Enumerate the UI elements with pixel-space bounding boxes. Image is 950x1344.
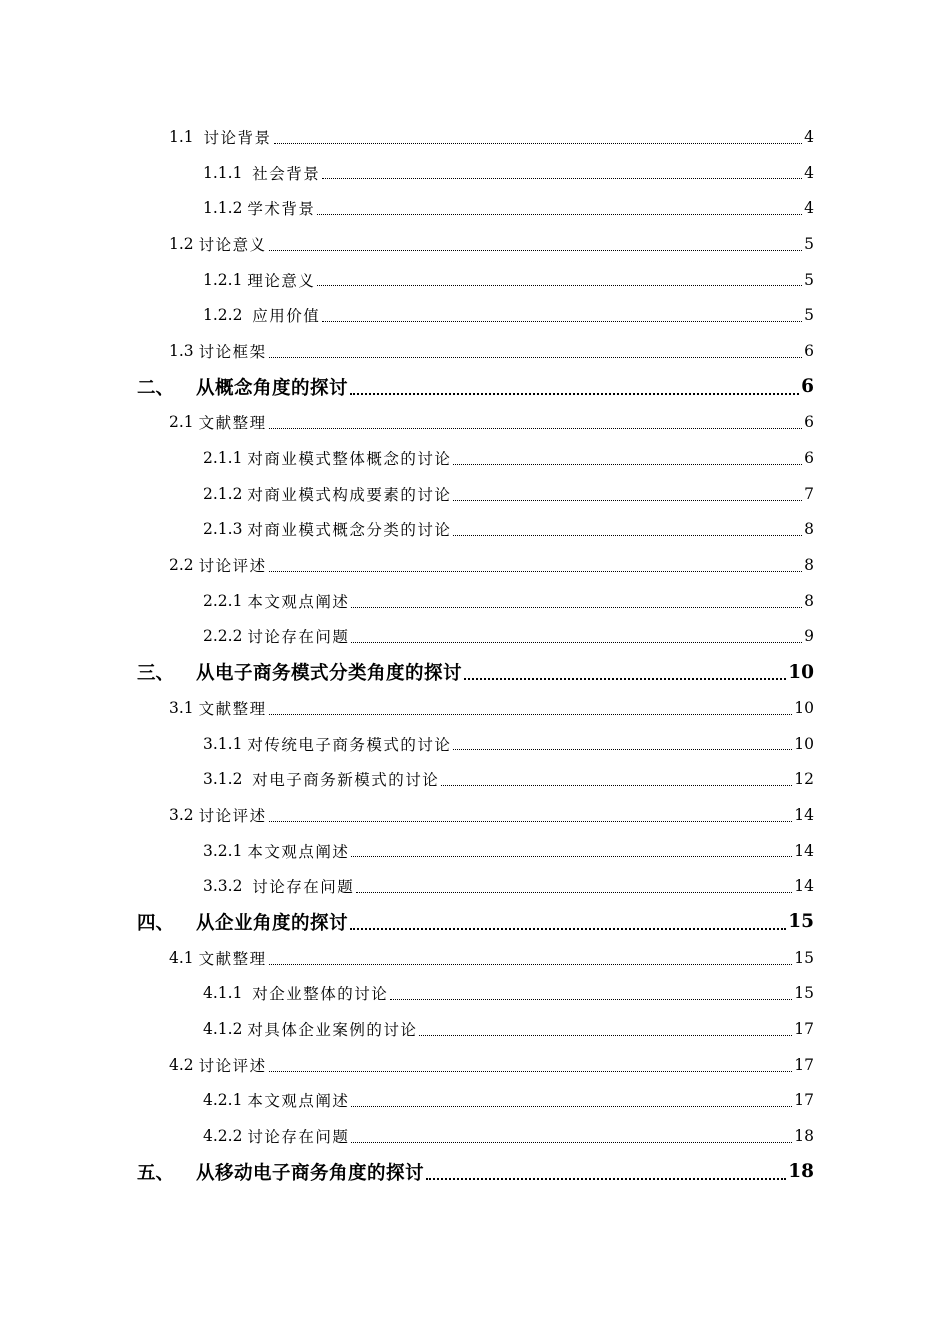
toc-dot-leader: [441, 784, 792, 786]
toc-entry-title: 文献整理: [198, 949, 267, 968]
toc-entry-page-number: 8: [804, 520, 814, 539]
toc-dot-leader: [317, 213, 802, 215]
toc-entry-title: 本文观点阐述: [247, 592, 350, 611]
toc-entry[interactable]: [0, 476, 950, 512]
toc-entry-page-number: 6: [804, 449, 814, 468]
toc-entry-number: 1.1.1: [203, 163, 253, 182]
toc-dot-leader: [351, 1141, 792, 1143]
toc-entry-title: 学术背景: [247, 200, 316, 219]
toc-entry[interactable]: [0, 333, 950, 369]
toc-entry-title: 从企业角度的探讨: [196, 912, 349, 934]
toc-entry-number: 3.1: [169, 698, 199, 717]
toc-dot-leader: [419, 1034, 792, 1036]
toc-entry[interactable]: [0, 297, 950, 333]
toc-entry-page-number: 5: [804, 270, 814, 289]
toc-entry[interactable]: [0, 190, 950, 226]
toc-entry-number: 4.2.1: [203, 1091, 248, 1110]
toc-entry[interactable]: [0, 119, 950, 155]
toc-entry-number: 1.3: [169, 341, 199, 360]
toc-dot-leader: [390, 998, 792, 1000]
toc-entry[interactable]: [0, 690, 950, 726]
toc-entry-title: 讨论存在问题: [247, 628, 350, 647]
toc-entry-number: 1.2.2: [203, 306, 253, 325]
toc-entry-number: 4.1.2: [203, 1020, 248, 1039]
toc-entry-title: 文献整理: [198, 414, 267, 433]
toc-entry-number: 2.2.1: [203, 591, 248, 610]
toc-entry-number: 4.1.1: [203, 984, 253, 1003]
toc-entry-number: 三、: [137, 663, 175, 685]
toc-entry[interactable]: [0, 262, 950, 298]
toc-entry-title: 讨论评述: [198, 557, 267, 576]
toc-entry-page-number: 5: [804, 306, 814, 325]
toc-entry-page-number: 17: [794, 1020, 814, 1039]
toc-entry-title: 讨论意义: [198, 235, 267, 254]
toc-entry-title: 从电子商务模式分类角度的探讨: [196, 663, 463, 685]
toc-entry-number: 五、: [137, 1162, 175, 1184]
toc-entry[interactable]: [0, 440, 950, 476]
toc-entry-number: 2.1.2: [203, 484, 248, 503]
toc-entry[interactable]: [0, 797, 950, 833]
toc-entry-page-number: 10: [794, 698, 814, 717]
toc-entry-number: 3.2.1: [203, 841, 248, 860]
toc-entry[interactable]: [0, 369, 950, 405]
toc-entry-page-number: 17: [794, 1091, 814, 1110]
toc-entry-number: 3.3.2: [203, 877, 253, 896]
toc-dot-leader: [453, 463, 802, 465]
toc-entry-page-number: 4: [804, 127, 814, 146]
toc-entry-title: 讨论背景: [203, 128, 272, 147]
toc-entry-title: 本文观点阐述: [247, 1092, 350, 1111]
toc-entry-page-number: 15: [794, 984, 814, 1003]
toc-entry[interactable]: [0, 155, 950, 191]
toc-entry-page-number: 14: [794, 841, 814, 860]
toc-entry-title: 应用价值: [252, 307, 321, 326]
toc-entry-title: 本文观点阐述: [247, 842, 350, 861]
toc-entry-title: 文献整理: [198, 699, 267, 718]
toc-entry-number: 2.2: [169, 556, 199, 575]
toc-entry-number: 4.2.2: [203, 1127, 248, 1146]
toc-dot-leader: [269, 820, 793, 822]
toc-entry-page-number: 15: [788, 911, 814, 933]
toc-entry[interactable]: [0, 726, 950, 762]
toc-entry[interactable]: [0, 1154, 950, 1190]
toc-entry-page-number: 8: [804, 556, 814, 575]
toc-entry-title: 对传统电子商务模式的讨论: [247, 735, 452, 754]
toc-dot-leader: [317, 284, 802, 286]
toc-dot-leader: [464, 677, 786, 680]
toc-entry[interactable]: [0, 904, 950, 940]
toc-entry-number: 3.2: [169, 805, 199, 824]
toc-dot-leader: [269, 249, 803, 251]
toc-entry-page-number: 18: [794, 1127, 814, 1146]
toc-entry[interactable]: [0, 583, 950, 619]
toc-entry[interactable]: [0, 761, 950, 797]
toc-dot-leader: [356, 891, 792, 893]
toc-entry[interactable]: [0, 1118, 950, 1154]
toc-entry-title: 对商业模式概念分类的讨论: [247, 521, 452, 540]
toc-dot-leader: [351, 641, 802, 643]
toc-dot-leader: [269, 1070, 793, 1072]
toc-entry[interactable]: [0, 1083, 950, 1119]
toc-entry-title: 讨论存在问题: [252, 878, 355, 897]
toc-dot-leader: [453, 748, 792, 750]
toc-dot-leader: [351, 1105, 792, 1107]
toc-entry[interactable]: [0, 940, 950, 976]
toc-entry-page-number: 9: [804, 627, 814, 646]
toc-entry-page-number: 18: [788, 1161, 814, 1183]
toc-dot-leader: [350, 927, 786, 930]
toc-entry[interactable]: [0, 512, 950, 548]
toc-dot-leader: [350, 392, 799, 395]
toc-entry-title: 从移动电子商务角度的探讨: [196, 1162, 425, 1184]
toc-entry[interactable]: [0, 1047, 950, 1083]
toc-entry[interactable]: [0, 547, 950, 583]
toc-entry-number: 4.1: [169, 948, 199, 967]
toc-dot-leader: [269, 356, 803, 358]
toc-entry-page-number: 14: [794, 877, 814, 896]
toc-entry-number: 3.1.1: [203, 734, 248, 753]
toc-entry-number: 1.1: [169, 127, 204, 146]
toc-entry-title: 讨论存在问题: [247, 1128, 350, 1147]
toc-entry-number: 3.1.2: [203, 770, 253, 789]
toc-entry-page-number: 8: [804, 591, 814, 610]
toc-entry[interactable]: [0, 654, 950, 690]
toc-entry-title: 对企业整体的讨论: [252, 985, 389, 1004]
toc-entry-page-number: 4: [804, 163, 814, 182]
toc-entry-page-number: 4: [804, 199, 814, 218]
toc-entry-number: 1.1.2: [203, 199, 248, 218]
toc-entry-page-number: 6: [804, 413, 814, 432]
toc-entry-page-number: 7: [804, 484, 814, 503]
toc-dot-leader: [269, 713, 793, 715]
toc-entry-title: 理论意义: [247, 271, 316, 290]
toc-entry-number: 2.2.2: [203, 627, 248, 646]
toc-entry-title: 社会背景: [252, 164, 321, 183]
toc-entry-number: 2.1.3: [203, 520, 248, 539]
toc-entry[interactable]: [0, 833, 950, 869]
toc-entry-number: 2.1: [169, 413, 199, 432]
toc-entry[interactable]: [0, 619, 950, 655]
toc-entry[interactable]: [0, 868, 950, 904]
toc-entry-page-number: 10: [794, 734, 814, 753]
toc-dot-leader: [453, 534, 802, 536]
toc-entry-page-number: 6: [801, 376, 814, 398]
toc-entry-page-number: 15: [794, 948, 814, 967]
toc-dot-leader: [453, 499, 802, 501]
toc-entry-number: 4.2: [169, 1055, 199, 1074]
toc-entry-page-number: 6: [804, 341, 814, 360]
toc-entry[interactable]: [0, 1011, 950, 1047]
toc-entry-title: 讨论评述: [198, 1056, 267, 1075]
toc-dot-leader: [322, 177, 802, 179]
toc-entry-title: 对商业模式整体概念的讨论: [247, 450, 452, 469]
toc-dot-leader: [351, 855, 792, 857]
toc-dot-leader: [274, 142, 803, 144]
toc-entry-number: 1.2.1: [203, 270, 248, 289]
toc-dot-leader: [351, 606, 802, 608]
toc-dot-leader: [269, 963, 793, 965]
toc-entry[interactable]: [0, 976, 950, 1012]
toc-dot-leader: [269, 570, 803, 572]
toc-entry-page-number: 10: [788, 661, 814, 683]
toc-dot-leader: [322, 320, 802, 322]
toc-entry-number: 2.1.1: [203, 449, 248, 468]
toc-entry-title: 对具体企业案例的讨论: [247, 1021, 418, 1040]
toc-entry-page-number: 5: [804, 234, 814, 253]
toc-dot-leader: [426, 1177, 786, 1180]
toc-entry-title: 从概念角度的探讨: [196, 377, 349, 399]
toc-entry[interactable]: [0, 405, 950, 441]
toc-entry-page-number: 14: [794, 805, 814, 824]
toc-entry-page-number: 17: [794, 1055, 814, 1074]
toc-entry-title: 讨论框架: [198, 342, 267, 361]
toc-dot-leader: [269, 427, 803, 429]
toc-entry-title: 讨论评述: [198, 806, 267, 825]
toc-entry-title: 对商业模式构成要素的讨论: [247, 485, 452, 504]
toc-entry-title: 对电子商务新模式的讨论: [252, 771, 440, 790]
table-of-contents: [0, 119, 950, 1190]
toc-entry-number: 1.2: [169, 234, 199, 253]
toc-entry-number: 四、: [137, 912, 175, 934]
toc-entry-number: 二、: [137, 377, 175, 399]
toc-entry-page-number: 12: [794, 770, 814, 789]
toc-entry[interactable]: [0, 226, 950, 262]
